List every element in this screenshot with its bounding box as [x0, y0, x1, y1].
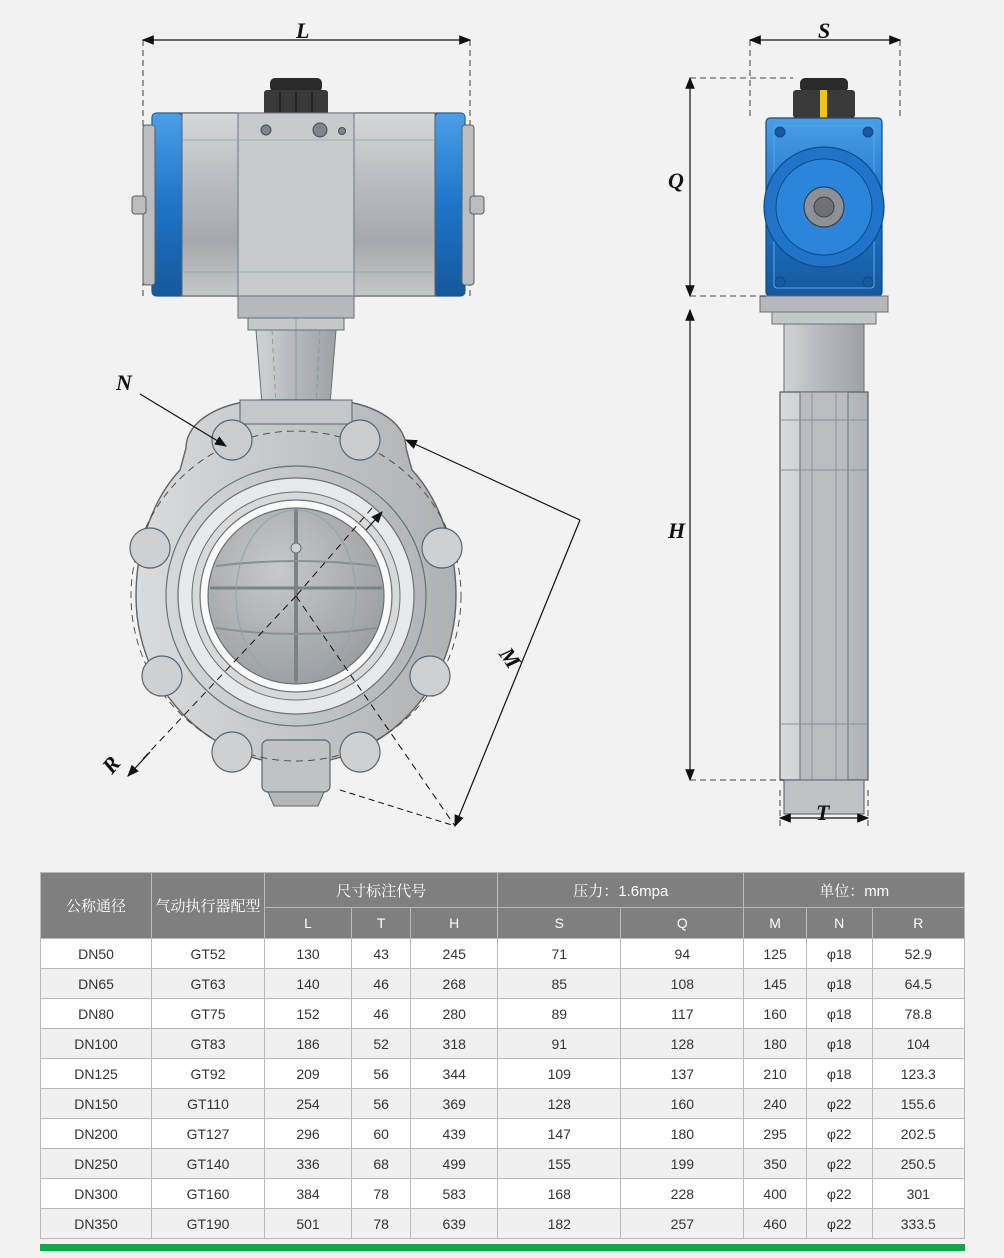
cell-H: 499: [411, 1149, 498, 1179]
front-view: [128, 40, 580, 826]
cell-T: 46: [352, 969, 411, 999]
table-header-row-1: [41, 873, 965, 908]
cell-dn: DN350: [41, 1209, 152, 1239]
cell-S: 89: [498, 999, 621, 1029]
cell-N: φ22: [806, 1179, 872, 1209]
actuator-indicator: [264, 78, 328, 116]
header-col-M: M: [744, 908, 806, 939]
cell-Q: 228: [621, 1179, 744, 1209]
cell-S: 85: [498, 969, 621, 999]
cell-M: 145: [744, 969, 806, 999]
valve-body-side: [780, 324, 868, 814]
cell-S: 168: [498, 1179, 621, 1209]
header-col-S: S: [498, 908, 621, 939]
cell-T: 78: [352, 1179, 411, 1209]
cell-gt: GT190: [152, 1209, 265, 1239]
table-row: [41, 1149, 965, 1179]
valve-body: [130, 400, 462, 806]
cell-L: 254: [265, 1089, 352, 1119]
cell-H: 639: [411, 1209, 498, 1239]
cell-H: 583: [411, 1179, 498, 1209]
cell-gt: GT92: [152, 1059, 265, 1089]
cell-L: 186: [265, 1029, 352, 1059]
cell-N: φ22: [806, 1089, 872, 1119]
cell-S: 155: [498, 1149, 621, 1179]
cell-N: φ18: [806, 999, 872, 1029]
cell-T: 43: [352, 939, 411, 969]
header-actuator-model: 气动执行器配型: [152, 873, 265, 939]
cell-dn: DN250: [41, 1149, 152, 1179]
header-col-N: N: [806, 908, 872, 939]
cell-S: 147: [498, 1119, 621, 1149]
header-col-L: L: [265, 908, 352, 939]
cell-T: 46: [352, 999, 411, 1029]
side-view: [690, 40, 900, 830]
header-pressure: 压力：1.6mpa: [498, 873, 744, 908]
cell-T: 56: [352, 1059, 411, 1089]
cell-T: 68: [352, 1149, 411, 1179]
cell-Q: 128: [621, 1029, 744, 1059]
cell-S: 91: [498, 1029, 621, 1059]
cell-gt: GT75: [152, 999, 265, 1029]
cell-T: 52: [352, 1029, 411, 1059]
cell-S: 71: [498, 939, 621, 969]
cell-H: 439: [411, 1119, 498, 1149]
cell-M: 295: [744, 1119, 806, 1149]
cell-M: 400: [744, 1179, 806, 1209]
cell-M: 210: [744, 1059, 806, 1089]
table-body: [41, 939, 965, 1239]
cell-M: 125: [744, 939, 806, 969]
table-row: [41, 969, 965, 999]
cell-N: φ22: [806, 1149, 872, 1179]
label-R: R: [96, 751, 126, 779]
cell-L: 296: [265, 1119, 352, 1149]
cell-L: 336: [265, 1149, 352, 1179]
table-row: [41, 1179, 965, 1209]
header-unit: 单位：mm: [744, 873, 965, 908]
cell-dn: DN65: [41, 969, 152, 999]
cell-H: 268: [411, 969, 498, 999]
label-H: H: [668, 518, 686, 543]
cell-gt: GT127: [152, 1119, 265, 1149]
cell-gt: GT52: [152, 939, 265, 969]
cell-N: φ18: [806, 939, 872, 969]
bottom-accent-bar: [40, 1244, 965, 1251]
table-row: [41, 1119, 965, 1149]
header-col-H: H: [411, 908, 498, 939]
table-row: [41, 1059, 965, 1089]
cell-Q: 137: [621, 1059, 744, 1089]
cell-N: φ18: [806, 1059, 872, 1089]
cell-N: φ22: [806, 1209, 872, 1239]
cell-R: 123.3: [872, 1059, 964, 1089]
cell-R: 104: [872, 1029, 964, 1059]
actuator-indicator-side: [793, 78, 855, 118]
cell-dn: DN50: [41, 939, 152, 969]
actuator-side-housing: [760, 118, 888, 324]
cell-gt: GT140: [152, 1149, 265, 1179]
cell-Q: 199: [621, 1149, 744, 1179]
cell-R: 52.9: [872, 939, 964, 969]
header-dimension-codes: 尺寸标注代号: [265, 873, 498, 908]
cell-R: 78.8: [872, 999, 964, 1029]
cell-N: φ22: [806, 1119, 872, 1149]
cell-R: 250.5: [872, 1149, 964, 1179]
label-N: N: [116, 370, 132, 395]
cell-Q: 117: [621, 999, 744, 1029]
label-L: L: [296, 18, 310, 43]
cell-L: 130: [265, 939, 352, 969]
cell-dn: DN300: [41, 1179, 152, 1209]
cell-H: 318: [411, 1029, 498, 1059]
label-S: S: [818, 18, 831, 43]
dimension-table: [40, 872, 965, 1239]
cell-Q: 160: [621, 1089, 744, 1119]
cell-gt: GT83: [152, 1029, 265, 1059]
cell-L: 209: [265, 1059, 352, 1089]
cell-R: 333.5: [872, 1209, 964, 1239]
cell-gt: GT110: [152, 1089, 265, 1119]
cell-M: 460: [744, 1209, 806, 1239]
cell-gt: GT63: [152, 969, 265, 999]
cell-R: 301: [872, 1179, 964, 1209]
header-col-T: T: [352, 908, 411, 939]
table-head: [41, 873, 965, 939]
cell-dn: DN80: [41, 999, 152, 1029]
cell-dn: DN200: [41, 1119, 152, 1149]
cell-R: 202.5: [872, 1119, 964, 1149]
cell-S: 128: [498, 1089, 621, 1119]
cell-dn: DN100: [41, 1029, 152, 1059]
cell-T: 56: [352, 1089, 411, 1119]
cell-Q: 94: [621, 939, 744, 969]
dimension-H: [690, 310, 784, 780]
cell-H: 280: [411, 999, 498, 1029]
cell-R: 64.5: [872, 969, 964, 999]
table-row: [41, 1209, 965, 1239]
table-row: [41, 939, 965, 969]
cell-T: 60: [352, 1119, 411, 1149]
cell-H: 369: [411, 1089, 498, 1119]
label-M: M: [494, 642, 527, 673]
cell-S: 109: [498, 1059, 621, 1089]
header-col-Q: Q: [621, 908, 744, 939]
table-row: [41, 1029, 965, 1059]
valve-neck-bracket: [238, 296, 354, 404]
cell-Q: 257: [621, 1209, 744, 1239]
cell-T: 78: [352, 1209, 411, 1239]
pneumatic-actuator: [132, 113, 484, 296]
cell-M: 180: [744, 1029, 806, 1059]
cell-dn: DN125: [41, 1059, 152, 1089]
cell-L: 140: [265, 969, 352, 999]
cell-gt: GT160: [152, 1179, 265, 1209]
cell-M: 160: [744, 999, 806, 1029]
label-T: T: [816, 800, 830, 825]
header-nominal-diameter: 公称通径: [41, 873, 152, 939]
cell-M: 240: [744, 1089, 806, 1119]
cell-Q: 108: [621, 969, 744, 999]
cell-N: φ18: [806, 969, 872, 999]
cell-H: 344: [411, 1059, 498, 1089]
cell-L: 152: [265, 999, 352, 1029]
cell-dn: DN150: [41, 1089, 152, 1119]
cell-M: 350: [744, 1149, 806, 1179]
cell-L: 501: [265, 1209, 352, 1239]
cell-R: 155.6: [872, 1089, 964, 1119]
cell-H: 245: [411, 939, 498, 969]
cell-S: 182: [498, 1209, 621, 1239]
table-row: [41, 1089, 965, 1119]
label-Q: Q: [668, 168, 684, 193]
header-col-R: R: [872, 908, 964, 939]
cell-N: φ18: [806, 1029, 872, 1059]
cell-L: 384: [265, 1179, 352, 1209]
table-row: [41, 999, 965, 1029]
cell-Q: 180: [621, 1119, 744, 1149]
